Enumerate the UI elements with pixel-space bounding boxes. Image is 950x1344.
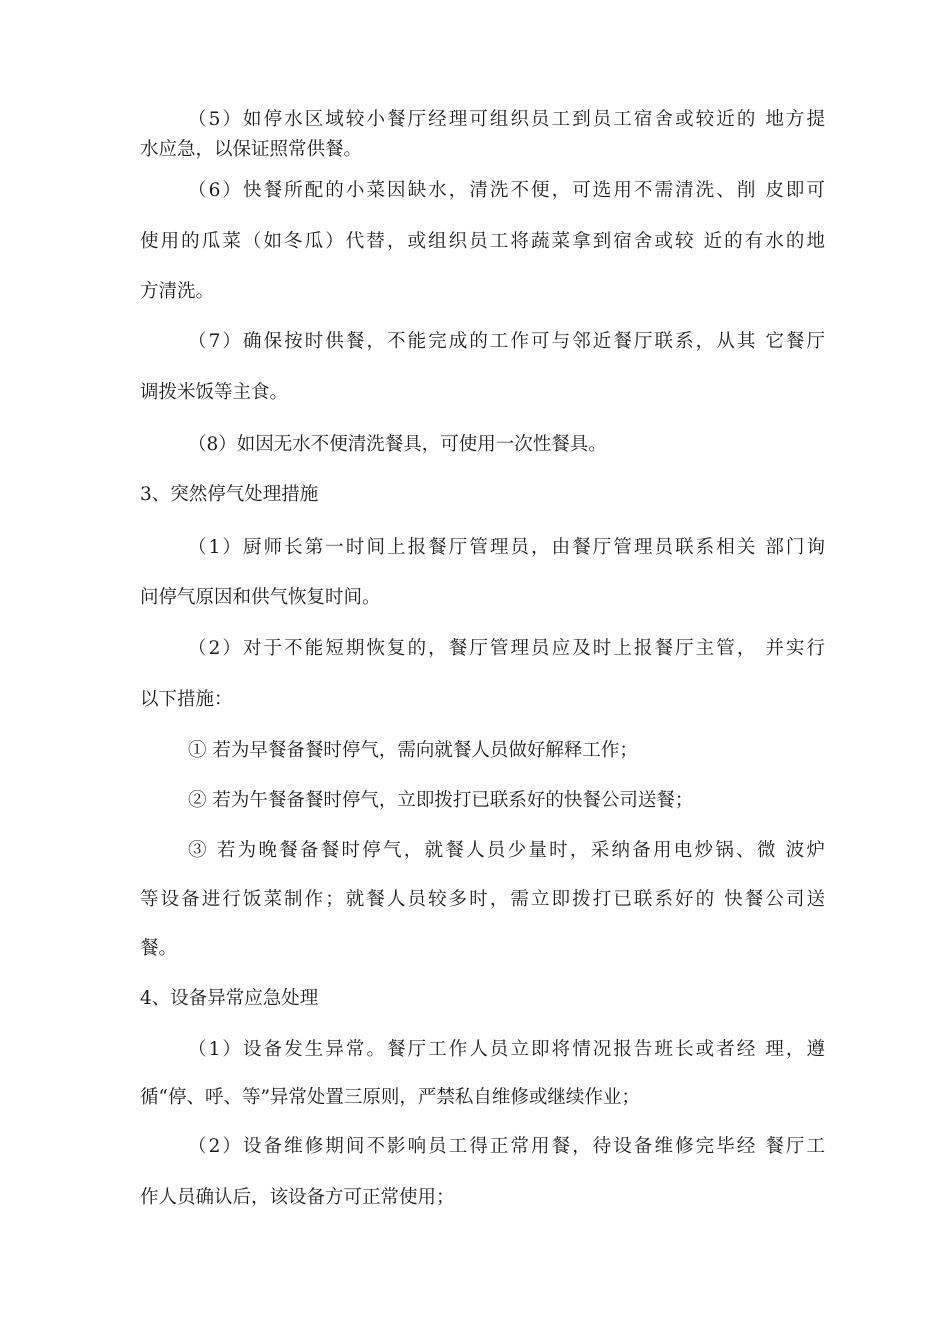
paragraph-line: （7）确保按时供餐，不能完成的工作可与邻近餐厅联系，从其 它餐厅: [188, 331, 825, 352]
paragraph-line: 作人员确认后，该设备方可正常使用；: [140, 1187, 455, 1208]
section-heading: 4、设备异常应急处理: [140, 988, 319, 1009]
paragraph-line: （8）如因无水不便清洗餐具，可使用一次性餐具。: [188, 434, 607, 455]
paragraph-line: （2）设备维修期间不影响员工得正常用餐，待设备维修完毕经 餐厅工: [188, 1136, 825, 1157]
paragraph-line: （2）对于不能短期恢复的，餐厅管理员应及时上报餐厅主管， 并实行: [188, 638, 825, 659]
list-item: ② 若为午餐备餐时停气，立即拨打已联系好的快餐公司送餐；: [188, 790, 694, 811]
paragraph-line: 水应急，以保证照常供餐。: [140, 139, 363, 160]
paragraph-line: 循“停、呼、等”异常处置三原则，严禁私自维修或继续作业；: [140, 1087, 640, 1108]
paragraph-line: （1）设备发生异常。餐厅工作人员立即将情况报告班长或者经 理，遵: [188, 1039, 825, 1060]
paragraph-line: 以下措施：: [140, 689, 233, 710]
paragraph-line: （5）如停水区域较小餐厅经理可组织员工到员工宿舍或较近的 地方提: [188, 109, 825, 130]
paragraph-line: （6）快餐所配的小菜因缺水，清洗不便，可选用不需清洗、削 皮即可: [188, 180, 825, 201]
list-item: ① 若为早餐备餐时停气，需向就餐人员做好解释工作；: [188, 740, 638, 761]
list-item: ③ 若为晚餐备餐时停气，就餐人员少量时，采纳备用电炒锅、微 波炉: [188, 840, 825, 861]
paragraph-line: （1）厨师长第一时间上报餐厅管理员，由餐厅管理员联系相关 部门询: [188, 537, 825, 558]
paragraph-line: 等设备进行饭菜制作；就餐人员较多时，需立即拨打已联系好的 快餐公司送: [140, 889, 825, 910]
paragraph-line: 方清洗。: [140, 281, 215, 302]
paragraph-line: 调拨米饭等主食。: [140, 382, 289, 403]
paragraph-line: 问停气原因和供气恢复时间。: [140, 587, 381, 608]
section-heading: 3、突然停气处理措施: [140, 484, 319, 505]
paragraph-line: 餐。: [140, 938, 178, 959]
paragraph-line: 使用的瓜菜（如冬瓜）代替，或组织员工将蔬菜拿到宿舍或较 近的有水的地: [140, 231, 825, 252]
